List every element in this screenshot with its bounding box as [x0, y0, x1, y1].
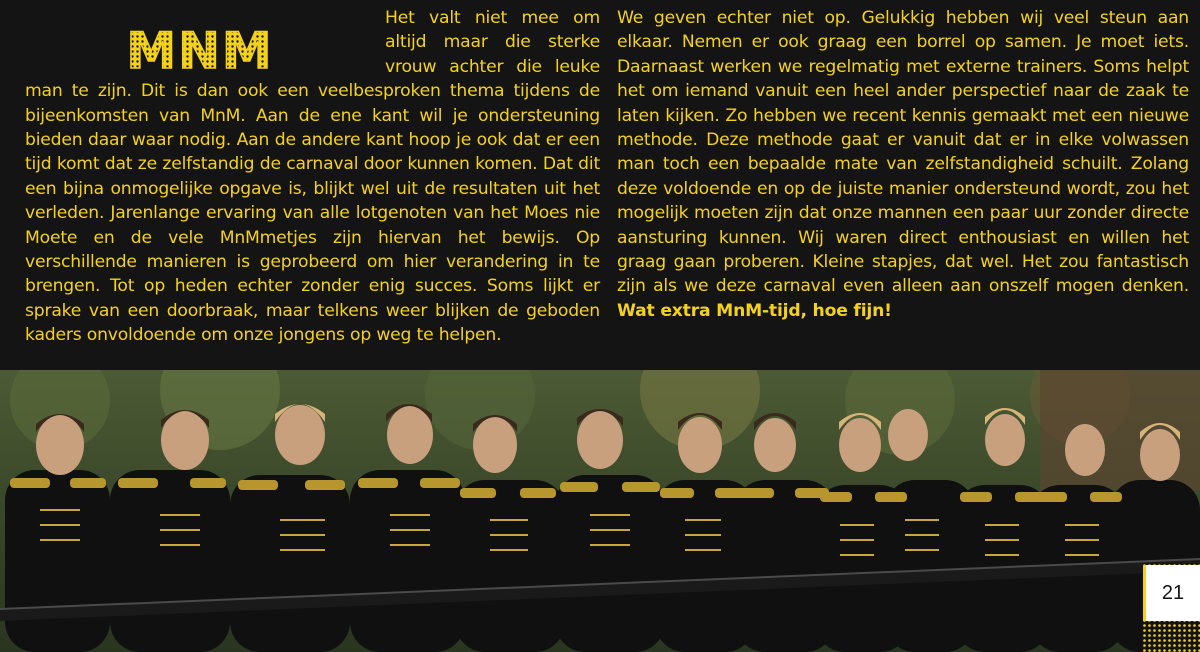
logo-area — [25, 6, 385, 78]
mnm-logo-graphic — [125, 24, 275, 76]
right-text-column — [617, 6, 1189, 323]
group-photo — [0, 370, 1200, 652]
intro-lines: Het valt niet mee om altijd maar die sterke vrouw achter die — [385, 8, 600, 77]
left-text-column — [25, 6, 600, 348]
right-body-text: We geven echter niet op. Gelukkig hebben wij veel steun aan elkaar. Nemen er ook graag een borrel op samen. Je moet iets. Daarnaast werken we regelmatig met externe trainers. Soms helpt het om iemand vanuit een heel ander perspectief naar de zaak te laten kijken. Zo hebben we recent kennis gemaakt met een nieuwe methode. Deze methode gaat er vanuit dat er in elke volwassen man toch een bepaalde mate van zelfstandigheid schuilt. Zolang deze voldoende en op de juiste manier ondersteund wordt, zou het mogelijk moeten zijn dat onze mannen een paar uur zonder directe aansturing kunnen. Wij waren direct enthousiast en willen het graag gaan proberen. Kleine stapjes, dat wel. Het zou fantastisch zijn als we deze carnaval even alleen aan onszelf mogen denken. — [617, 8, 1189, 297]
closing-bold-text: Wat extra MnM-tijd, hoe fijn! — [617, 300, 892, 321]
page-number: 21 — [1161, 581, 1185, 604]
page-number-badge — [1143, 565, 1200, 621]
group-photo-illustration — [0, 370, 1200, 652]
mnm-logo — [125, 24, 275, 76]
people-group — [5, 404, 1200, 652]
left-body-text: leuke man te zijn. Dit is dan ook een veelbesproken thema tijdens de bijeenkomsten van MnM. Aan de ene kant wil je ondersteuning bieden daar waar nodig. Aan de andere kant hoop je ook dat er een tijd komt dat ze zelfstandig de carnaval door kunnen komen. Dat dit een bijna onmogelijke opgave is, blijkt wel uit de resultaten uit het verleden. Jarenlange ervaring van alle lotgenoten van het Moes nie Moete en de vele MnMmetjes zijn hiervan het bewijs. Op verschillende manieren is geprobeerd om hier verandering in te brengen. Tot op heden echter zonder enig succes. Soms lijkt er sprake van een doorbraak, maar telkens weer blijken de geboden kaders onvoldoende om onze jongens op weg te helpen. — [25, 56, 600, 346]
logo-text: MNM — [126, 24, 274, 76]
